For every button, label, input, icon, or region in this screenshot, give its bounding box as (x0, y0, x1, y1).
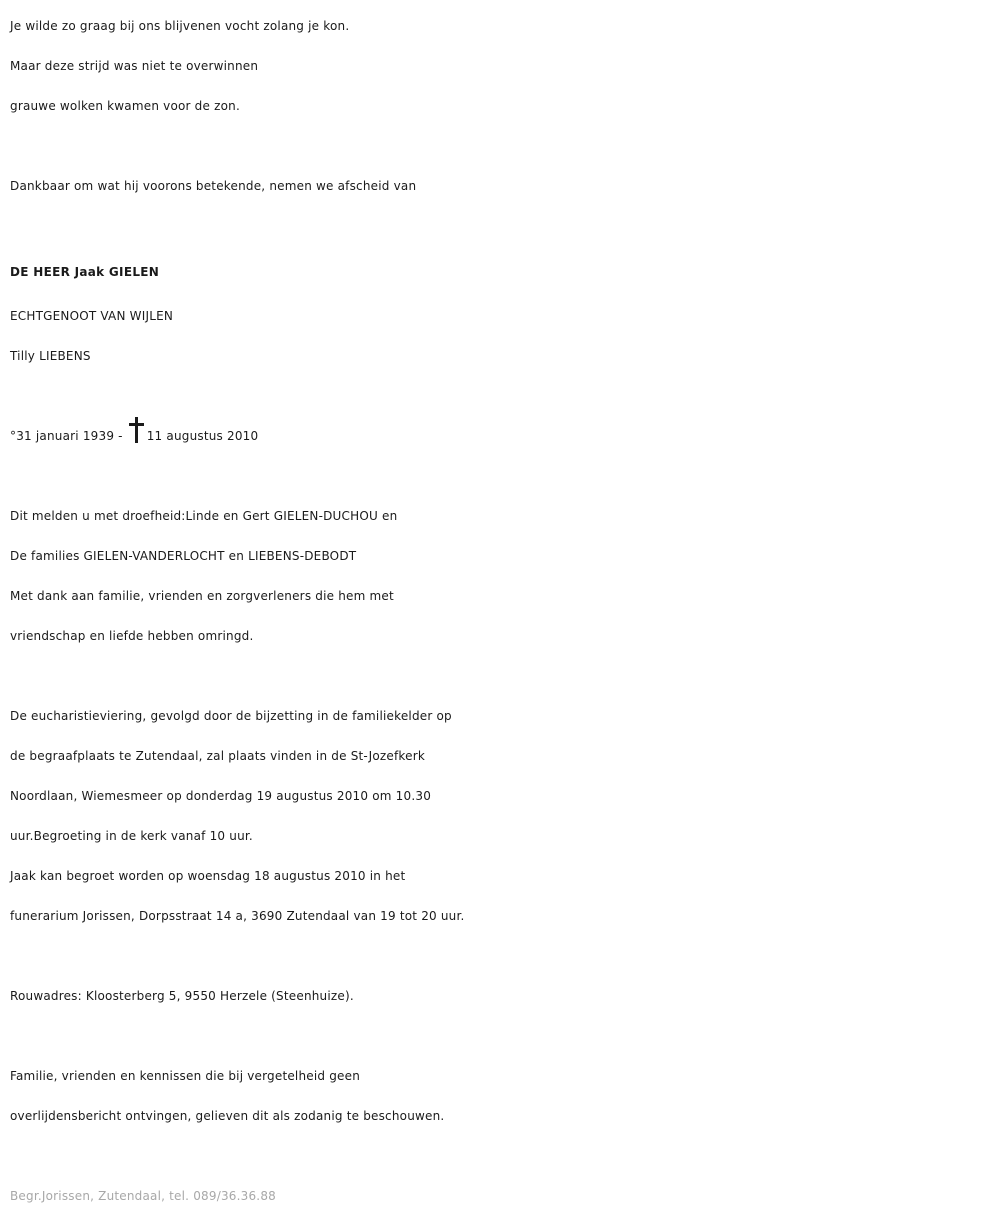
spacer (10, 206, 995, 246)
announcement-line: Met dank aan familie, vrienden en zorgverleners die hem met (10, 589, 394, 603)
intro-text: Dankbaar om wat hij voorons betekende, nemen we afscheid van (10, 179, 417, 193)
poem-line: Maar deze strijd was niet te overwinnen (10, 59, 259, 73)
announcement-line: vriendschap en liefde hebben omringd. (10, 629, 254, 643)
spouse-name: Tilly LIEBENS (10, 349, 91, 363)
ceremony-line: de begraafplaats te Zutendaal, zal plaats vinden in de St-Jozefkerk (10, 749, 425, 763)
poem-line: Je wilde zo graag bij ons blijvenen vocht zolang je kon. (10, 19, 350, 33)
life-dates (10, 416, 995, 456)
announcement-line: De families GIELEN-VANDERLOCHT en LIEBENS-DEBODT (10, 549, 357, 563)
death-date: 11 augustus 2010 (146, 429, 259, 443)
spacer (10, 656, 995, 696)
relation-text: ECHTGENOOT VAN WIJLEN (10, 309, 174, 323)
ceremony-details (10, 696, 995, 936)
notice-line: overlijdensbericht ontvingen, gelieven dit als zodanig te beschouwen. (10, 1109, 445, 1123)
poem-line: grauwe wolken kwamen voor de zon. (10, 99, 240, 113)
announcement (10, 496, 995, 656)
ceremony-line: De eucharistieviering, gevolgd door de bijzetting in de familiekelder op (10, 709, 452, 723)
spacer (10, 1136, 995, 1176)
obituary-notice (10, 6, 995, 1216)
ceremony-line: Noordlaan, Wiemesmeer op donderdag 19 augustus 2010 om 10.30 (10, 789, 432, 803)
announcement-line: Dit melden u met droefheid:Linde en Gert GIELEN-DUCHOU en (10, 509, 398, 523)
funeral-home-footer: Begr.Jorissen, Zutendaal, tel. 089/36.36.88 (10, 1189, 276, 1203)
poem (10, 6, 995, 126)
spacer (10, 456, 995, 496)
ceremony-line: Jaak kan begroet worden op woensdag 18 augustus 2010 in het (10, 869, 406, 883)
spacer (10, 936, 995, 976)
mourning-address: Rouwadres: Kloosterberg 5, 9550 Herzele (Steenhuize). (10, 989, 354, 1003)
deceased-name: DE HEER Jaak GIELEN (10, 265, 160, 279)
ceremony-line: uur.Begroeting in de kerk vanaf 10 uur. (10, 829, 253, 843)
birth-date: °31 januari 1939 - (10, 429, 123, 443)
cross-icon (128, 417, 144, 443)
spacer (10, 126, 995, 166)
notice (10, 1056, 995, 1136)
ceremony-line: funerarium Jorissen, Dorpsstraat 14 a, 3690 Zutendaal van 19 tot 20 uur. (10, 909, 465, 923)
notice-line: Familie, vrienden en kennissen die bij vergetelheid geen (10, 1069, 361, 1083)
spacer (10, 1016, 995, 1056)
spacer (10, 376, 995, 416)
